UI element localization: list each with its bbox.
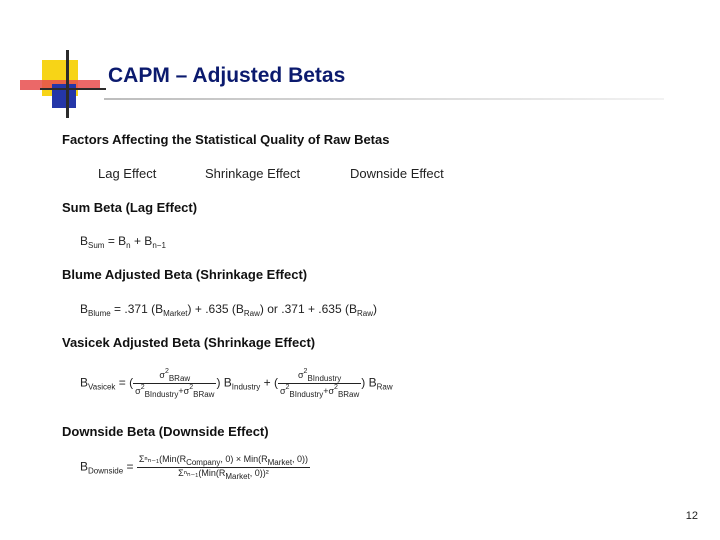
logo-blue-square [52, 84, 76, 108]
factor-lag-effect: Lag Effect [98, 166, 157, 181]
factors-heading: Factors Affecting the Statistical Quality of Raw Betas [62, 132, 390, 147]
blume-part-4: ) [373, 302, 377, 316]
vasicek-plus: + ( [263, 375, 278, 390]
vasicek-f1-den-sq1: 2 [140, 384, 145, 391]
vasicek-f1-den-sub1: BIndustry [144, 390, 179, 399]
sum-beta-plus: + B [133, 234, 153, 248]
blume-heading: Blume Adjusted Beta (Shrinkage Effect) [62, 267, 308, 282]
downside-den: Σⁿₙ₋₁(Min(R [178, 468, 226, 478]
vasicek-f1-den-sq2: 2 [189, 384, 194, 391]
downside-fraction [137, 454, 310, 481]
vasicek-f2-num-sq: 2 [303, 368, 308, 375]
downside-heading: Downside Beta (Downside Effect) [62, 424, 269, 439]
downside-eq: = [126, 459, 134, 474]
blume-lhs-sub: Blume [88, 309, 111, 318]
vasicek-f1-num: σ [159, 370, 165, 380]
vasicek-lhs-sub: Vasicek [88, 382, 116, 392]
downside-equation [80, 454, 310, 481]
vasicek-f1-den-sub2: BRaw [193, 390, 215, 399]
downside-num-end: , 0)) [292, 454, 309, 464]
downside-num-mid: , 0) × Min(R [220, 454, 268, 464]
title-underline [104, 98, 664, 100]
vasicek-heading: Vasicek Adjusted Beta (Shrinkage Effect) [62, 335, 316, 350]
vasicek-f2-den-sq2: 2 [334, 384, 338, 391]
factor-shrinkage-effect: Shrinkage Effect [205, 166, 301, 181]
vasicek-fraction-2 [278, 368, 361, 399]
downside-lhs: B [80, 459, 89, 474]
blume-lhs: B [80, 302, 89, 316]
vasicek-f2-den-sq1: 2 [285, 384, 290, 391]
blume-equation [80, 302, 377, 318]
downside-num-sub1: Company [186, 458, 221, 467]
blume-part-3: ) or .371 + .635 (B [259, 302, 357, 316]
vasicek-equation [80, 368, 393, 399]
vasicek-f1-num-sub: BRaw [168, 374, 191, 383]
blume-part-2: ) + .635 (B [187, 302, 244, 316]
vasicek-lhs: B [80, 375, 89, 390]
vasicek-f2-num: σ [297, 370, 304, 380]
downside-lhs-sub: Downside [88, 466, 124, 476]
vasicek-f1-den-mid: +σ [178, 386, 190, 396]
logo-vertical-line [66, 50, 69, 118]
page-number: 12 [685, 510, 698, 522]
blume-sub-3: Raw [356, 309, 373, 318]
vasicek-f2-num-sub: BIndustry [307, 374, 342, 383]
blume-part-1: = .371 (B [114, 302, 164, 316]
vasicek-b2-sub: Raw [376, 382, 393, 392]
vasicek-f1-num-sq: 2 [164, 368, 169, 375]
vasicek-fraction-1 [133, 368, 216, 399]
vasicek-f1-den: σ [135, 386, 141, 396]
logo-horizontal-line [40, 88, 106, 90]
vasicek-f2-den-sub1: BIndustry [289, 390, 324, 399]
blume-sub-2: Raw [243, 309, 260, 318]
slide-logo-graphic [0, 0, 110, 120]
sum-beta-eq: = B [107, 234, 127, 248]
factor-downside-effect: Downside Effect [350, 166, 444, 181]
vasicek-open-1: = ( [118, 375, 134, 390]
downside-den-end: , 0))² [249, 468, 269, 478]
sum-beta-lhs: B [80, 234, 89, 248]
sum-beta-heading: Sum Beta (Lag Effect) [62, 200, 198, 215]
sum-beta-lhs-sub: Sum [88, 241, 105, 250]
sum-beta-t1-sub: n [126, 241, 131, 250]
sum-beta-equation [80, 234, 166, 250]
vasicek-close-1: ) B [216, 375, 232, 390]
downside-num-sub2: Market [267, 458, 293, 467]
downside-num: Σⁿₙ₋₁(Min(R [138, 454, 187, 464]
slide-title: CAPM – Adjusted Betas [108, 64, 346, 87]
sum-beta-t2-sub: n−1 [152, 241, 166, 250]
vasicek-close-2: ) B [361, 375, 377, 390]
vasicek-f2-den-sub2: BRaw [337, 390, 360, 399]
downside-den-sub1: Market [225, 472, 250, 481]
vasicek-b1-sub: Industry [231, 382, 261, 392]
vasicek-f2-den: σ [279, 386, 286, 396]
blume-sub-1: Market [163, 309, 188, 318]
vasicek-f2-den-mid: +σ [323, 386, 335, 396]
